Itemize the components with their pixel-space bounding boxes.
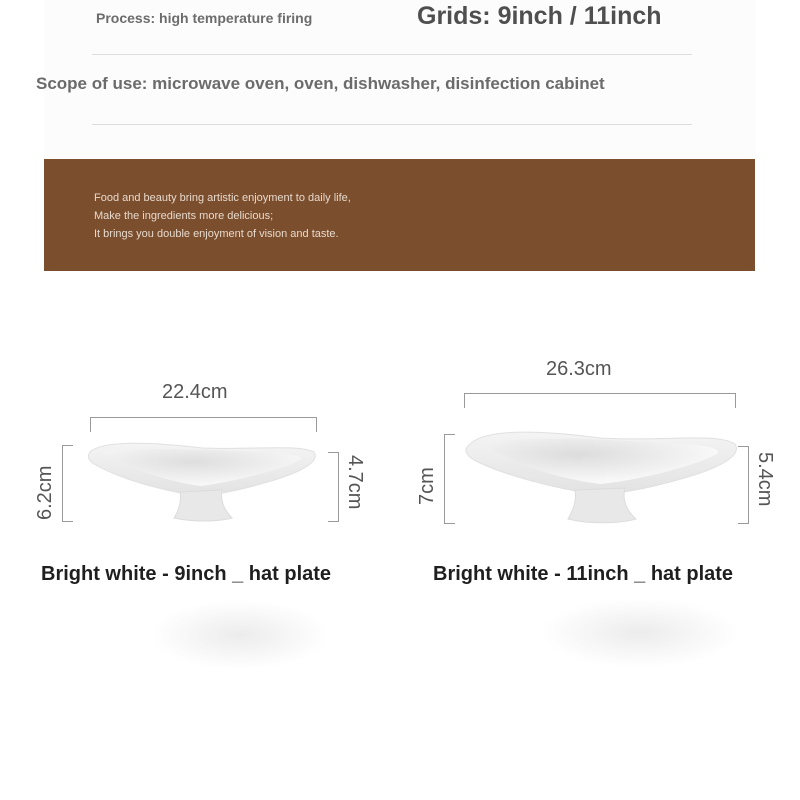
slogan-text [94, 189, 351, 243]
base-height-dimension: 5.4cm [754, 452, 776, 507]
slogan-banner [44, 159, 755, 271]
product-caption: Bright white - 11inch _ hat plate [433, 563, 734, 585]
slogan-line: Make the ingredients more delicious; [94, 210, 274, 222]
width-dimension: 26.3cm [546, 358, 612, 380]
base-height-dimension: 4.7cm [344, 455, 366, 510]
grids-text: Grids: 9inch / 11inch [417, 2, 662, 30]
divider [92, 124, 692, 125]
reflection [540, 598, 740, 668]
height-bracket [444, 434, 455, 524]
total-height-dimension: 7cm [416, 467, 438, 505]
divider [92, 54, 692, 55]
total-height-dimension: 6.2cm [34, 465, 56, 520]
base-height-bracket [328, 452, 339, 522]
base-height-bracket [738, 446, 749, 524]
height-bracket [62, 445, 73, 522]
plate-image-11inch [460, 420, 745, 528]
reflection [150, 600, 330, 670]
slogan-line: Food and beauty bring artistic enjoyment to daily life, [94, 192, 351, 204]
plate-image-9inch [82, 430, 322, 525]
slogan-line: It brings you double enjoyment of vision and taste. [94, 228, 339, 240]
width-dimension: 22.4cm [162, 381, 228, 403]
process-text: Process: high temperature firing [96, 10, 313, 26]
width-bracket [464, 393, 736, 408]
product-caption: Bright white - 9inch _ hat plate [41, 563, 332, 585]
scope-text: Scope of use: microwave oven, oven, dishwasher, disinfection cabinet [36, 74, 605, 93]
